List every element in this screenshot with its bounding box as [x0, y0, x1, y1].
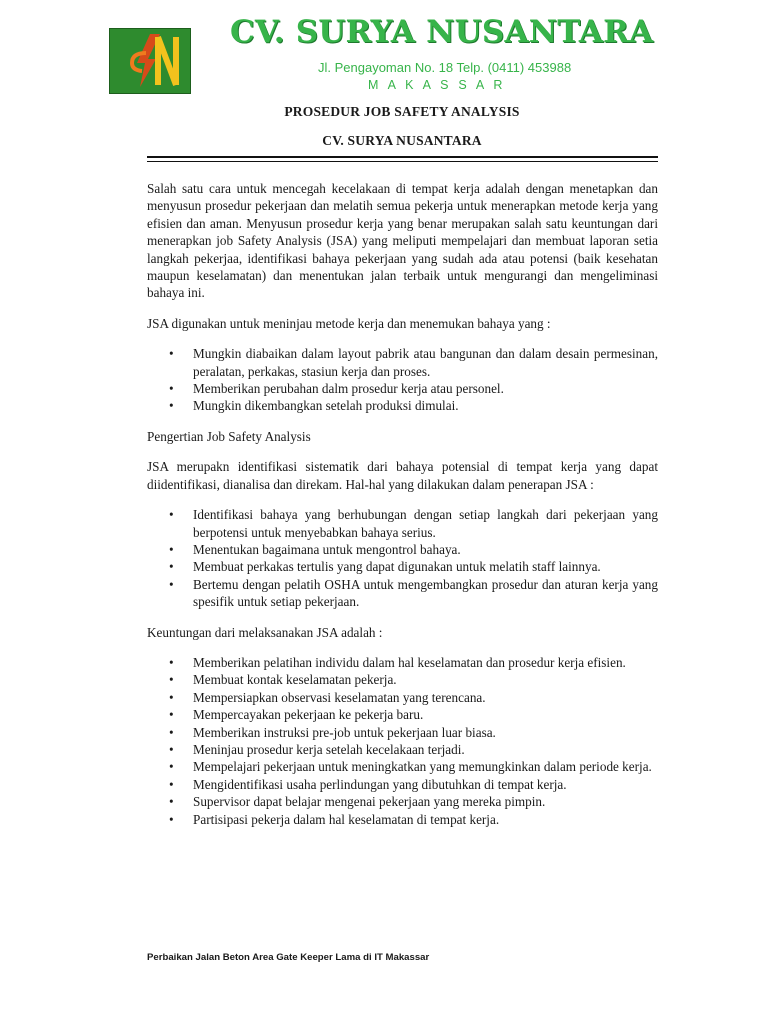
- list-item-text: Meninjau prosedur kerja setelah kecelakaan terjadi.: [193, 741, 465, 757]
- list-item: [147, 706, 658, 723]
- document-title: PROSEDUR JOB SAFETY ANALYSIS: [284, 104, 520, 119]
- benefits-list: [147, 654, 658, 828]
- list-item: [147, 558, 658, 575]
- bullet-icon: •: [169, 507, 174, 523]
- list-item-text: Mengidentifikasi usaha perlindungan yang dibutuhkan di tempat kerja.: [193, 776, 567, 792]
- bullet-icon: •: [169, 776, 174, 792]
- list-item: [147, 541, 658, 558]
- list-item-text: Memberikan pelatihan individu dalam hal keselamatan dan prosedur kerja efisien.: [193, 654, 626, 670]
- bullet-icon: •: [169, 707, 174, 723]
- title-divider: [147, 156, 658, 158]
- list-item-text: Partisipasi pekerja dalam hal keselamatan di tempat kerja.: [193, 811, 500, 827]
- jsa-use-heading: JSA digunakan untuk meninjau metode kerja dan menemukan bahaya yang :: [147, 315, 551, 331]
- list-item: [147, 741, 658, 758]
- definition-heading: Pengertian Job Safety Analysis: [147, 428, 311, 444]
- intro-paragraph: Salah satu cara untuk mencegah kecelakaan di tempat kerja adalah dengan menetapkan dan menyusun prosedur pekerjaan dan melatih semua pekerja untuk menerapkan metode kerja yang efisien dan aman. Menyusun prosedur kerja yang benar merupakan salah satu keuntungan dari menerapkan job Safety Analysis (JSA) yang meliputi mempelajari dan membuat laporan setia langkah pekerjaa, identifikasi bahaya pekerjaan yang sudah ada atau potensi (baik kesehatan maupun keselamatan) dan menentukan jalan terbaik untuk mengurangi dan mengeliminasi bahaya ini.: [147, 181, 658, 301]
- list-item-text: Identifikasi bahaya yang berhubungan dengan setiap langkah dari pekerjaan yang berpotensi untuk menyebabkan bahaya serius.: [193, 507, 658, 540]
- list-item: [147, 793, 658, 810]
- document-body: [147, 180, 658, 841]
- definition-paragraph: JSA merupakn identifikasi sistematik dari bahaya potensial di tempat kerja yang dapat diidentifikasi, dianalisa dan direkam. Hal-hal yang dilakukan dalam penerapan JSA :: [147, 459, 658, 492]
- list-item: [147, 654, 658, 671]
- list-item-text: Mungkin diabaikan dalam layout pabrik atau bangunan dan dalam desain permesinan, peralatan, perkakas, stasiun kerja dan proses.: [193, 346, 658, 379]
- bullet-icon: •: [169, 381, 174, 397]
- list-item-text: Membuat kontak keselamatan pekerja.: [193, 672, 397, 688]
- bullet-icon: •: [169, 346, 174, 362]
- list-item: [147, 397, 658, 414]
- bullet-icon: •: [169, 672, 174, 688]
- bullet-icon: •: [169, 559, 174, 575]
- page-footer: Perbaikan Jalan Beton Area Gate Keeper Lama di IT Makassar: [147, 952, 430, 963]
- list-item: [147, 724, 658, 741]
- list-item: [147, 345, 658, 380]
- company-city: M A K A S S A R: [368, 78, 506, 92]
- list-item-text: Mungkin dikembangkan setelah produksi dimulai.: [193, 398, 459, 414]
- bullet-icon: •: [169, 654, 174, 670]
- bullet-icon: •: [169, 398, 174, 414]
- definition-list: [147, 506, 658, 610]
- list-item-text: Mempelajari pekerjaan untuk meningkatkan yang memungkinkan dalam periode kerja.: [193, 759, 652, 775]
- bullet-icon: •: [169, 811, 174, 827]
- list-item-text: Membuat perkakas tertulis yang dapat digunakan untuk melatih staff lainnya.: [193, 559, 601, 575]
- list-item-text: Menentukan bagaimana untuk mengontrol bahaya.: [193, 541, 461, 557]
- bullet-icon: •: [169, 689, 174, 705]
- list-item: [147, 506, 658, 541]
- company-address: Jl. Pengayoman No. 18 Telp. (0411) 453988: [318, 60, 572, 75]
- company-logo-icon: [109, 28, 191, 94]
- bullet-icon: •: [169, 794, 174, 810]
- list-item-text: Mempercayakan pekerjaan ke pekerja baru.: [193, 707, 424, 723]
- list-item: [147, 811, 658, 828]
- list-item: [147, 776, 658, 793]
- list-item: [147, 671, 658, 688]
- jsa-use-list: [147, 345, 658, 415]
- bullet-icon: •: [169, 759, 174, 775]
- list-item: [147, 689, 658, 706]
- list-item-text: Supervisor dapat belajar mengenai pekerjaan yang mereka pimpin.: [193, 794, 546, 810]
- bullet-icon: •: [169, 741, 174, 757]
- list-item-text: Mempersiapkan observasi keselamatan yang terencana.: [193, 689, 486, 705]
- list-item: [147, 576, 658, 611]
- list-item: [147, 380, 658, 397]
- list-item-text: Bertemu dengan pelatih OSHA untuk mengembangkan prosedur dan aturan kerja yang spesifik untuk setiap pekerjaan.: [193, 576, 658, 610]
- title-divider-thin: [147, 161, 658, 162]
- bullet-icon: •: [169, 576, 174, 592]
- company-name: CV. SURYA NUSANTARA: [230, 14, 654, 50]
- bullet-icon: •: [169, 724, 174, 740]
- list-item-text: Memberikan instruksi pre-job untuk pekerjaan luar biasa.: [193, 724, 496, 740]
- document-subtitle: CV. SURYA NUSANTARA: [322, 133, 482, 148]
- benefits-heading: Keuntungan dari melaksanakan JSA adalah :: [147, 624, 383, 640]
- bullet-icon: •: [169, 541, 174, 557]
- list-item: [147, 758, 658, 775]
- list-item-text: Memberikan perubahan dalm prosedur kerja atau personel.: [193, 381, 504, 397]
